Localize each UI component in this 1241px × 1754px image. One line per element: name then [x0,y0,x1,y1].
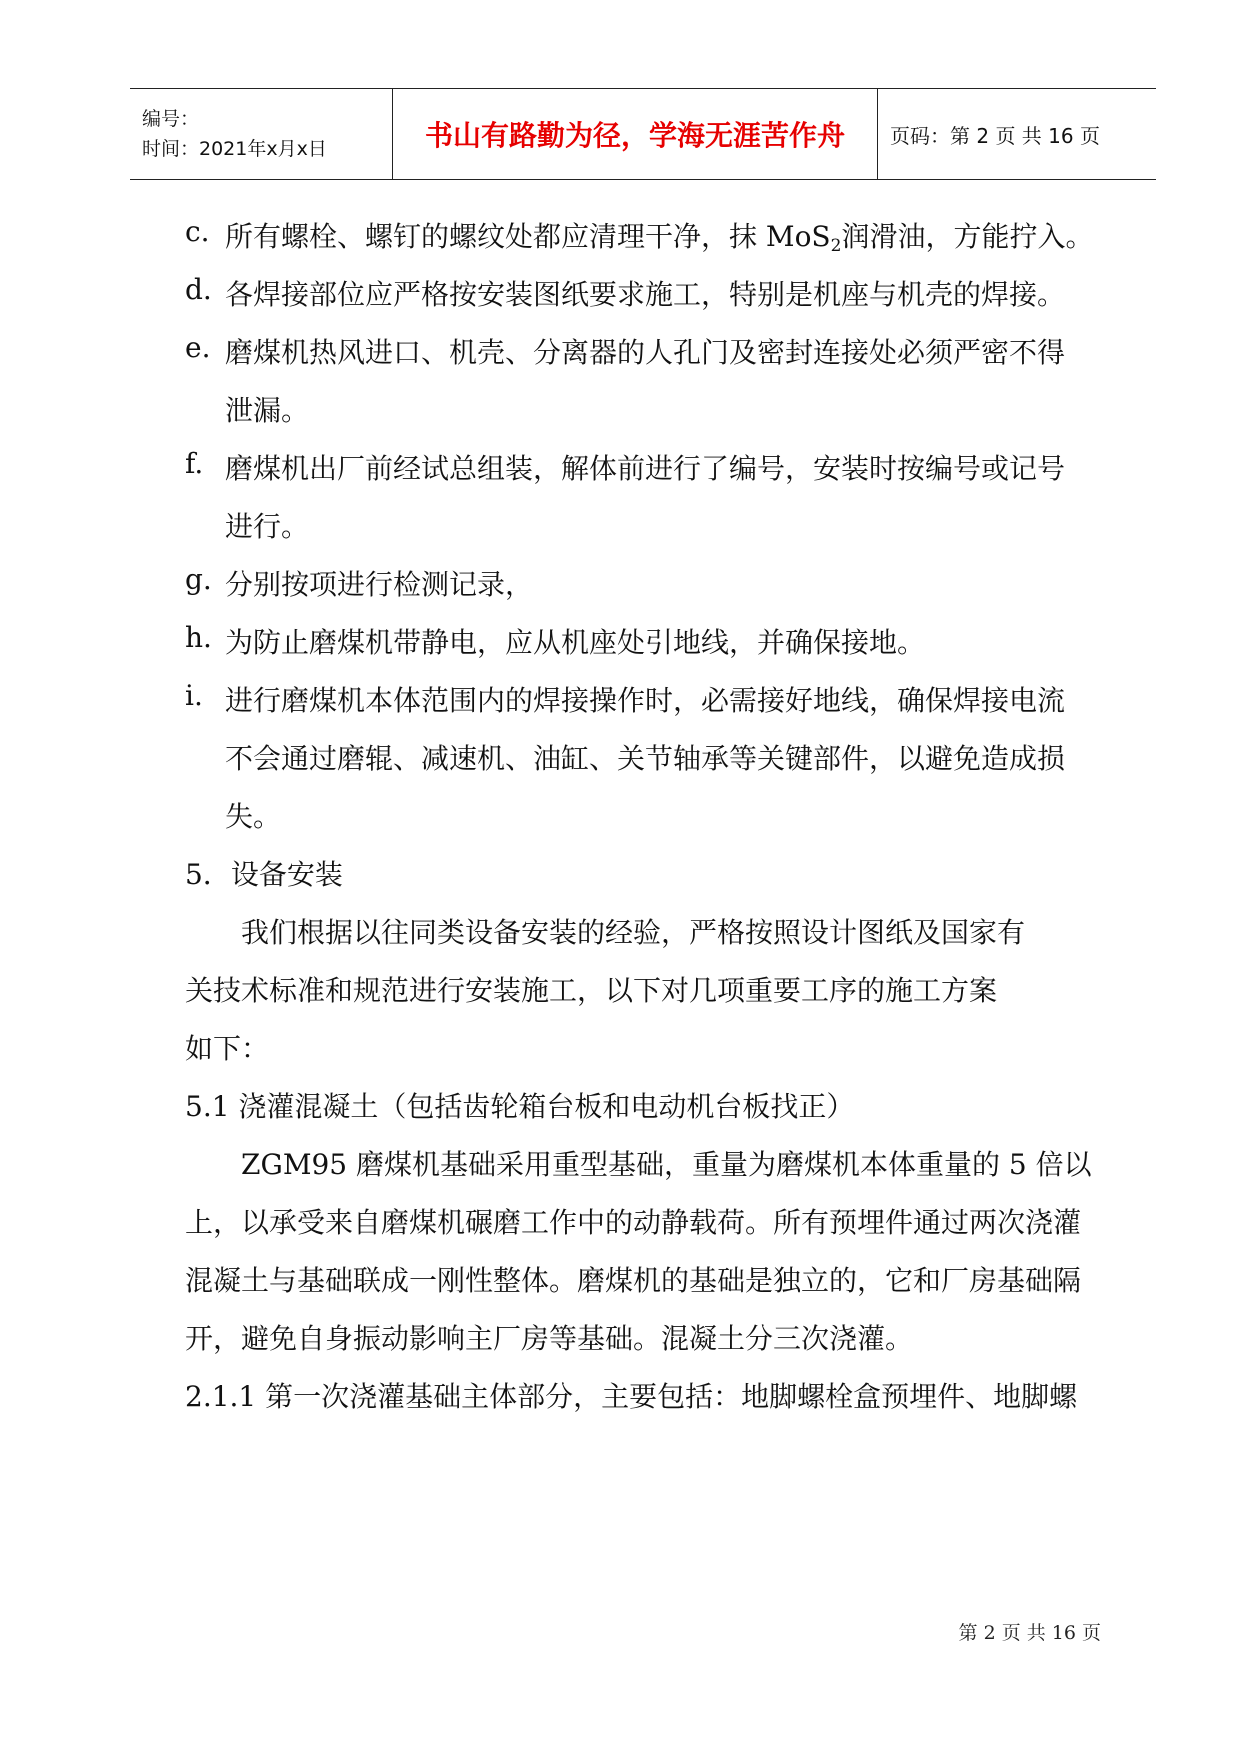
header-page-info: 页码：第 2 页 共 16 页 [890,123,1100,148]
item-text: 磨煤机热风进口、机壳、分离器的人孔门及密封连接处必须严密不得 [225,336,1066,369]
page-footer: 第 2 页 共 16 页 [958,1622,1101,1644]
paragraph-line: 混凝土与基础联成一刚性整体。磨煤机的基础是独立的，它和厂房基础隔 [185,1264,1082,1297]
paragraph-line: 开，避免自身振动影响主厂房等基础。混凝土分三次浇灌。 [185,1322,914,1355]
list-item-i [185,679,1065,719]
item-label: f. [185,447,204,480]
item-text-b: 润滑油，方能拧入。 [841,220,1094,253]
header-motto: 书山有路勤为径，学海无涯苦作舟 [392,89,878,179]
item-label: d. [185,273,212,306]
section-heading: 5．设备安装 [185,858,343,891]
item-text-continued: 泄漏。 [225,394,310,427]
number-label: 编号： [142,108,200,130]
header-meta [130,89,392,179]
item-label: e. [185,331,211,364]
paragraph-line: 上，以承受来自磨煤机碾磨工作中的动静载荷。所有预埋件通过两次浇灌 [185,1206,1082,1239]
item-text: 分别按项进行检测记录， [225,568,534,601]
time-label: 时间：2021年x月x日 [142,138,327,160]
item-text: 各焊接部位应严格按安装图纸要求施工，特别是机座与机壳的焊接。 [225,278,1066,311]
paragraph-line: 我们根据以往同类设备安装的经验，严格按照设计图纸及国家有 [241,916,1026,949]
item-text-continued: 失。 [225,800,282,833]
list-item-c [185,215,1093,256]
list-item-h [185,621,925,661]
paragraph-line: 如下： [185,1032,270,1065]
list-item-d [185,273,1065,313]
item-label: g. [185,563,212,596]
item-label: c. [185,215,210,248]
item-text-continued: 进行。 [225,510,310,543]
item-text [225,215,1093,256]
item-text: 进行磨煤机本体范围内的焊接操作时，必需接好地线，确保焊接电流 [225,684,1066,717]
subsection-heading: 5.1 浇灌混凝土（包括齿轮箱台板和电动机台板找正） [185,1090,855,1123]
paragraph-line: ZGM95 磨煤机基础采用重型基础，重量为磨煤机本体重量的 5 倍以 [241,1148,1092,1181]
paragraph-line: 关技术标准和规范进行安装施工，以下对几项重要工序的施工方案 [185,974,998,1007]
item-label: i. [185,679,203,712]
subscript: 2 [830,236,842,256]
page-header [130,88,1156,180]
item-text-continued: 不会通过磨辊、减速机、油缸、关节轴承等关键部件，以避免造成损 [225,742,1066,775]
item-text: 磨煤机出厂前经试总组装，解体前进行了编号，安装时按编号或记号 [225,452,1066,485]
item-text-a: 所有螺栓、螺钉的螺纹处都应清理干净，抹 MoS [225,220,831,253]
item-text: 为防止磨煤机带静电，应从机座处引地线，并确保接地。 [225,626,926,659]
paragraph-line: 2.1.1 第一次浇灌基础主体部分，主要包括：地脚螺栓盒预埋件、地脚螺 [185,1380,1078,1413]
list-item-f [185,447,1065,487]
list-item-g [185,563,533,603]
item-label: h. [185,621,212,654]
list-item-e [185,331,1065,371]
